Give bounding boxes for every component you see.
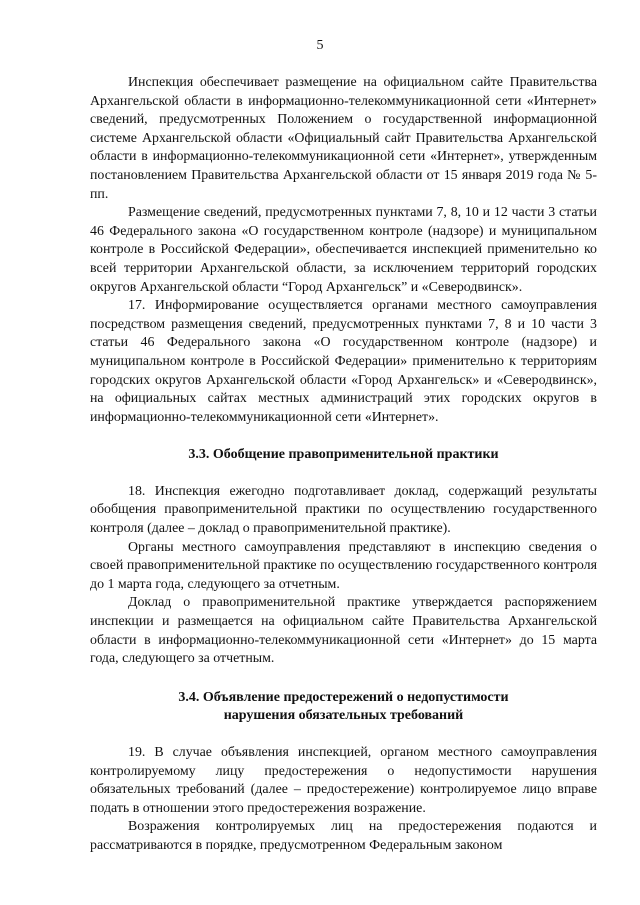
paragraph-website-info: Инспекция обеспечивает размещение на официальном сайте Правительства Архангельской области в информационно-телекоммуникационной сети «Интернет» сведений, предусмотренных Положением о государственной информационной системе Архангельской области «Официальный сайт Правительства Архангельской области в информационно-телекоммуникационной сети «Интернет», утвержденным постановлением Правительства Архангельской области от 15 января 2019 года № 5-пп. [90, 75, 597, 202]
paragraph-19: 19. В случае объявления инспекцией, органом местного самоуправления контролируемому лицу предостережения о недопустимости нарушения обязательных требований (далее – предостережение) контролируемое лицо вправе подать в отношении этого предостережения возражение. [90, 745, 597, 816]
section-heading-3-4 [90, 689, 597, 726]
section-heading-3-3 [90, 446, 597, 465]
paragraph-info-placement: Размещение сведений, предусмотренных пунктами 7, 8, 10 и 12 части 3 статьи 46 Федерального закона «О государственном контроле (надзоре) и муниципальном контроле в Российской Федерации», обеспечивается инспекцией применительно ко всей территории Архангельской области, за исключением территорий городских округов Архангельской области “Город Архангельск” и «Северодвинск». [90, 205, 597, 295]
paragraph-17: 17. Информирование осуществляется органами местного самоуправления посредством размещения сведений, предусмотренных пунктами 7, 8 и 10 части 3 статьи 46 Федерального закона «О государственном контроле (надзоре) и муниципальном контроле в Российской Федерации» применительно к территориям городских округов Архангельской области «Город Архангельск» и «Северодвинск», на официальных сайтах местных администраций этих городских округов в информационно-телекоммуникационной сети «Интернет». [90, 298, 597, 425]
page-number: 5 [316, 38, 324, 53]
section-heading-3-3-line: 3.3. Обобщение правоприменительной практики [188, 447, 499, 463]
section-heading-3-4-line-2: нарушения обязательных требований [223, 708, 464, 724]
document-body [90, 74, 597, 856]
paragraph-18: 18. Инспекция ежегодно подготавливает доклад, содержащий результаты обобщения правоприменительной практики по осуществлению государственного контроля (далее – доклад о правоприменительной практике). [90, 483, 597, 537]
paragraph-objections: Возражения контролируемых лиц на предостережения подаются и рассматриваются в порядке, предусмотренном Федеральным законом [90, 819, 597, 853]
paragraph-report-approval: Доклад о правоприменительной практике утверждается распоряжением инспекции и размещается на официальном сайте Правительства Архангельской области в информационно-телекоммуникационной сети «Интернет» до 15 марта года, следующего за отчетным. [90, 595, 597, 667]
section-heading-3-4-line-1: 3.4. Объявление предостережений о недопустимости [178, 689, 509, 705]
paragraph-local-authorities: Органы местного самоуправления представляют в инспекцию сведения о своей правоприменительной практике по осуществлению государственного контроля до 1 марта года, следующего за отчетным. [90, 539, 597, 592]
